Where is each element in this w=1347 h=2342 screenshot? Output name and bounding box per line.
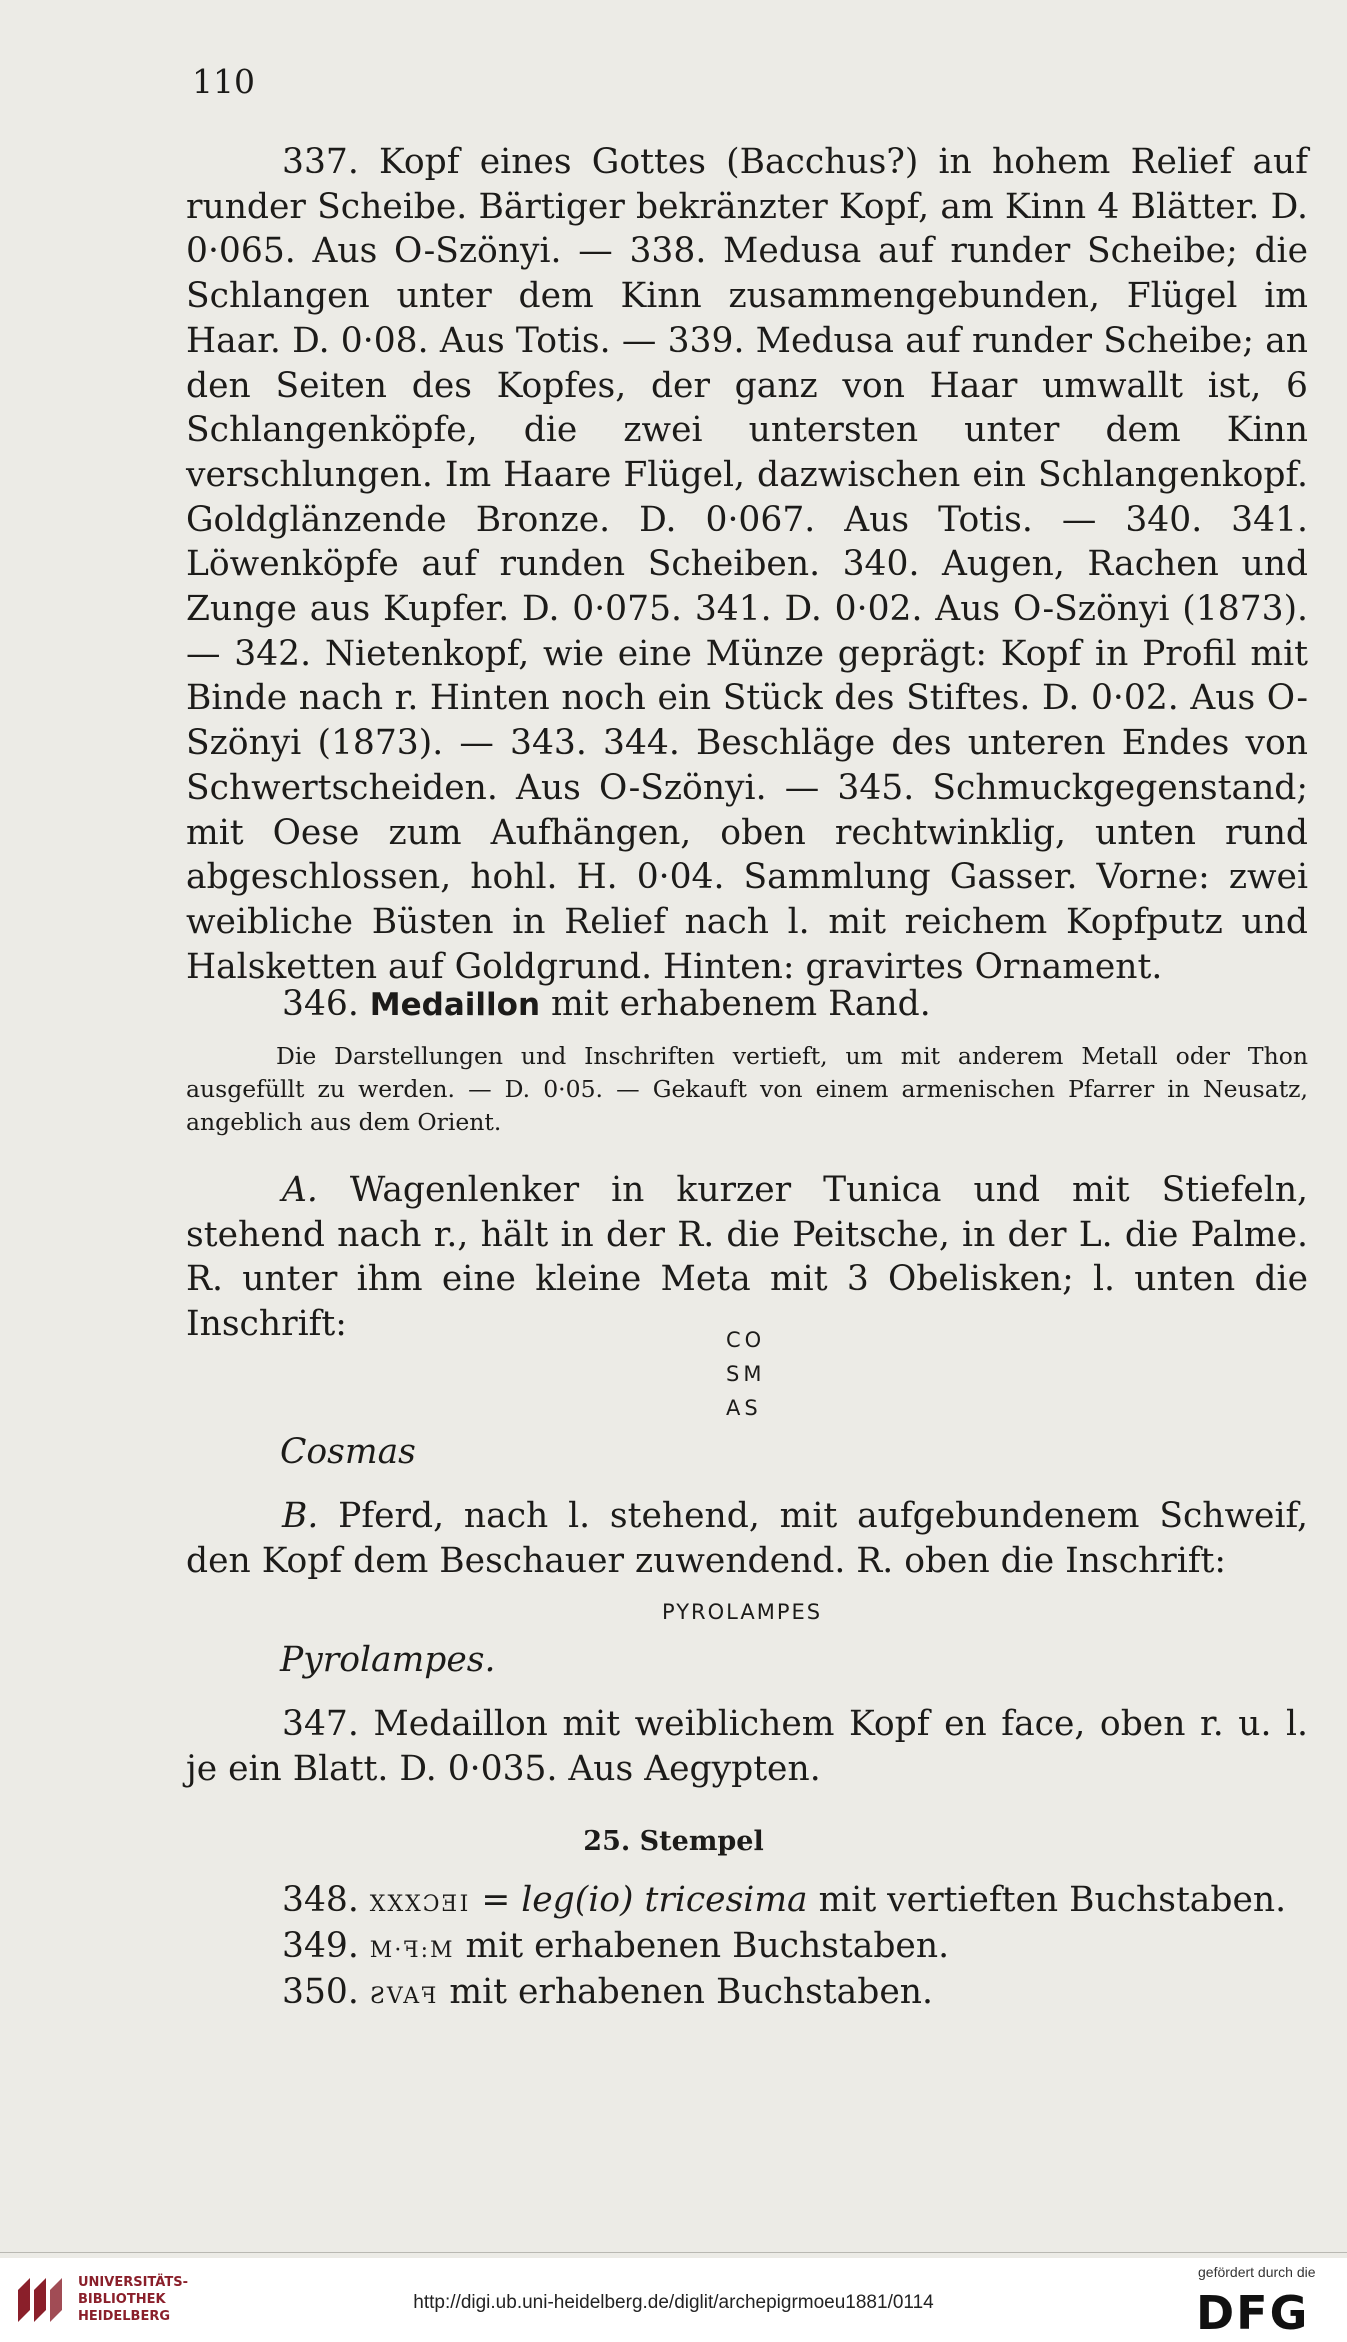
inscription-b: PYROLAMPES — [662, 1600, 823, 1624]
note-text: Die Darstellungen und Inschriften vertieft, um mit anderem Metall oder Thon ausgefüllt zu werden. — D. 0·05. — Gekauft von einem armenischen Pfarrer in Neusatz, angeblich aus dem Orient. — [186, 1042, 1308, 1136]
side-a — [186, 1168, 1308, 1347]
footer-divider — [0, 2252, 1347, 2253]
library-name-line-3: HEIDELBERG — [78, 2309, 171, 2324]
stamp-349-number: 349. — [282, 1926, 359, 1966]
reading-a: Cosmas — [280, 1432, 416, 1472]
section-heading: 25. Stempel — [583, 1826, 764, 1857]
entry-346-heading — [282, 984, 931, 1024]
source-url-link[interactable]: http://digi.ub.uni-heidelberg.de/diglit/archepigrmoeu1881/0114 — [413, 2292, 934, 2313]
stamp-350-number: 350. — [282, 1972, 359, 2012]
stamp-349-mark: M·ꟻ:M — [369, 1938, 455, 1963]
reading-b: Pyrolampes. — [280, 1640, 496, 1680]
stamp-348 — [282, 1880, 1286, 1920]
stamp-350-rest: mit erhabenen Buchstaben. — [449, 1972, 933, 2012]
entry-347-text: 347. Medaillon mit weiblichem Kopf en face, oben r. u. l. je ein Blatt. D. 0·035. Aus Aegypten. — [186, 1704, 1308, 1789]
entry-346-number: 346. — [282, 984, 359, 1024]
stamp-349-rest: mit erhabenen Buchstaben. — [465, 1926, 950, 1966]
entry-347 — [186, 1702, 1308, 1791]
library-name-line-1: UNIVERSITÄTS- — [78, 2275, 188, 2290]
side-b-text: Pferd, nach l. stehend, mit aufgebundenem Schweif, den Kopf dem Beschauer zuwendend. R. oben die Inschrift: — [186, 1496, 1308, 1581]
inscription-a-line-2: SM — [726, 1362, 766, 1386]
entry-346-title: Medaillon — [369, 987, 541, 1023]
dfg-logo: DFG — [1196, 2286, 1310, 2340]
page-number: 110 — [192, 62, 255, 101]
stamp-348-rest: mit vertieften Buchstaben. — [818, 1880, 1287, 1920]
paragraph-337-345: 337. Kopf eines Gottes (Bacchus?) in hohem Relief auf runder Scheibe. Bärtiger bekränzter Kopf, am Kinn 4 Blätter. D. 0·065. Aus O-Szönyi. — 338. Medusa auf runder Scheibe; die Schlangen unter dem Kinn zusammengebunden, Flügel im Haar. D. 0·08. Aus Totis. — 339. Medusa auf runder Scheibe; an den Seiten des Kopfes, der ganz von Haar umwallt ist, 6 Schlangenköpfe, die zwei untersten unter dem Kinn verschlungen. Im Haare Flügel, dazwischen ein Schlangenkopf. Goldglänzende Bronze. D. 0·067. Aus Totis. — 340. 341. Löwenköpfe auf runden Scheiben. 340. Augen, Rachen und Zunge aus Kupfer. D. 0·075. 341. D. 0·02. Aus O-Szönyi (1873). — 342. Nietenkopf, wie eine Münze geprägt: Kopf in Profil mit Binde nach r. Hinten noch ein Stück des Stiftes. D. 0·02. Aus O-Szönyi (1873). — 343. 344. Beschläge des unteren Endes von Schwertscheiden. Aus O-Szönyi. — 345. Schmuckgegenstand; mit Oese zum Aufhängen, oben rechtwinklig, unten rund abgeschlossen, hohl. H. 0·04. Sammlung Gasser. Vorne: zwei weibliche Büsten in Relief nach l. mit reichem Kopfputz und Halsketten auf Goldgrund. Hinten: gravirtes Ornament. — [186, 142, 1308, 987]
inscription-a-line-3: AS — [726, 1396, 762, 1420]
stamp-348-reading: leg(io) tricesima — [521, 1880, 808, 1920]
entry-346-note — [186, 1040, 1308, 1139]
stamp-348-mark: XXXƆƎI — [369, 1892, 471, 1917]
side-a-letter: A. — [282, 1170, 318, 1210]
inscription-a-line-1: CO — [726, 1328, 766, 1352]
stamp-350-mark: ƧVAꟻ — [369, 1984, 439, 2009]
stamp-348-number: 348. — [282, 1880, 359, 1920]
stamp-349 — [282, 1926, 949, 1966]
stamp-350 — [282, 1972, 933, 2012]
side-b — [186, 1494, 1308, 1583]
stamp-348-equals: = — [481, 1880, 511, 1920]
funded-by-label: gefördert durch die — [1198, 2264, 1316, 2280]
side-a-text: Wagenlenker in kurzer Tunica und mit Stiefeln, stehend nach r., hält in der R. die Peitsche, in der L. die Palme. R. unter ihm eine kleine Meta mit 3 Obelisken; l. unten die Inschrift: — [186, 1170, 1309, 1345]
side-b-letter: B. — [282, 1496, 319, 1536]
entry-346-rest: mit erhabenem Rand. — [551, 984, 931, 1024]
entries-337-345 — [186, 140, 1308, 989]
library-name-line-2: BIBLIOTHEK — [78, 2292, 166, 2307]
